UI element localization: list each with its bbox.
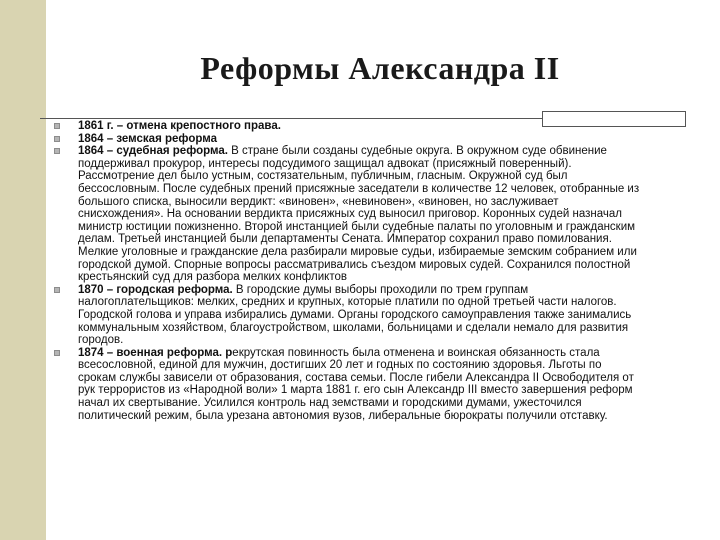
list-item [52,284,640,347]
item-heading: 1864 – судебная реформа. [78,145,228,158]
bullet-square-icon [54,123,60,129]
list-item [52,145,640,284]
bullet-square-icon [54,287,60,293]
item-heading: 1870 – городская реформа. [78,283,233,296]
item-text: В стране были созданы судебные округа. В окружном суде обвинение поддерживал прокурор, интересы подсудимого защищал адвокат (присяжный поверенный). Рассмотрение дел было устным, состязательным, публичным, гласным. Окружной суд был бессословным. После судебных прений присяжные заседатели в количестве 12 человек, отобранные из большого списка, выносили вердикт: «виновен», «невиновен», «виновен, но заслуживает снисхождения». На основании вердикта присяжных суд выносил приговор. Коронных судей назначал министр юстиции пожизненно. Второй инстанцией были судебные палаты по уголовным и гражданским делам. Третьей инстанцией были департаменты Сената. Император сохранил право помилования. Мелкие уголовные и гражданские дела разбирали мировые судьи, избираемые земским собранием или городской думой. Спорные вопросы рассматривались съездом мировых судей. Сохранился полостной крестьянский суд для разбора мелких конфликтов [78,145,640,284]
reform-list [52,120,640,422]
item-text: В городские думы выборы проходили по трем группам налогоплательщиков: мелких, средних и крупных, которые платили по одной третьей части налогов. Городской голова и управа избирались думами. Органы городского самоуправления также занимались коммунальным хозяйством, благоустройством, школами, больницами и сделали немало для развития городов. [78,283,632,347]
bullet-square-icon [54,350,60,356]
list-item [52,133,640,146]
item-heading: 1874 – военная реформа. р [78,346,233,359]
item-heading: 1861 г. – отмена крепостного права. [78,120,281,132]
item-heading: 1864 – земская реформа [78,132,217,145]
list-item [52,120,640,133]
bullet-square-icon [54,136,60,142]
list-item [52,347,640,423]
item-text: екрутская повинность была отменена и воинская обязанность стала всесословной, единой для мужчин, достигших 20 лет и годных по состоянию здоровья. Льготы по срокам службы зависели от образования, состава семьи. После гибели Александра II Освободителя от рук террористов из «Народной воли» 1 марта 1881 г. его сын Александр III вместо завершения реформ начал их свертывание. Усилился контроль над земствами и городскими думами, ужесточился политический режим, была урезана автономия вузов, либеральные бюрократы получили отставку. [78,346,634,422]
slide-title: Реформы Александра II [200,50,560,86]
bullet-square-icon [54,148,60,154]
